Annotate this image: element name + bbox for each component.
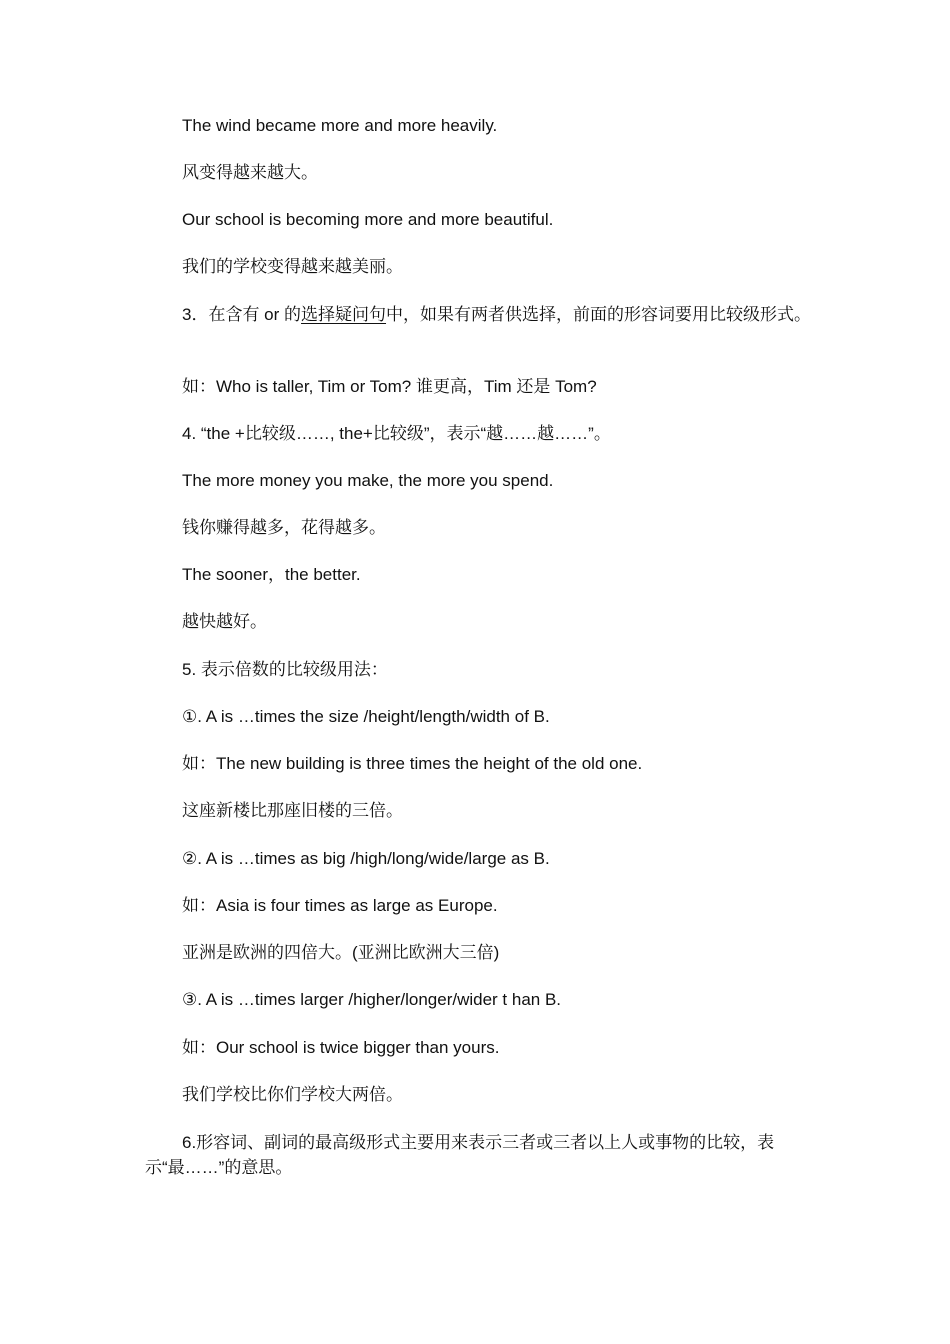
pattern-2: ②. A is …times as big /high/long/wide/large as B. <box>182 849 550 868</box>
pattern-1: ①. A is …times the size /height/length/width of B. <box>182 707 550 726</box>
example-sentence: The wind became more and more heavily. <box>182 116 498 135</box>
translation: 越快越好。 <box>182 612 267 631</box>
example-sentence: 如：Asia is four times as large as Europe. <box>182 896 498 915</box>
rule-heading-5: 5. 表示倍数的比较级用法： <box>182 660 388 679</box>
example-sentence: The sooner，the better. <box>182 565 361 584</box>
rule-heading-4: 4. “the +比较级……, the+比较级”，表示“越……越……”。 <box>182 424 611 443</box>
example-sentence: 如：Our school is twice bigger than yours. <box>182 1038 500 1057</box>
rule-paragraph-6: 6.形容词、副词的最高级形式主要用来表示三者或三者以上人或事物的比较，表示“最……”的意思。 <box>145 1133 775 1177</box>
underlined-term: 选择疑问句 <box>301 305 387 324</box>
translation: 风变得越来越大。 <box>182 163 318 182</box>
translation: 亚洲是欧洲的四倍大。(亚洲比欧洲大三倍) <box>182 943 500 962</box>
example-sentence: The more money you make, the more you spend. <box>182 471 554 490</box>
example-sentence: 如：The new building is three times the height of the old one. <box>182 754 643 773</box>
example-sentence: 如：Who is taller, Tim or Tom? 谁更高，Tim 还是 Tom? <box>182 377 597 396</box>
translation: 钱你赚得越多，花得越多。 <box>182 518 386 537</box>
translation: 这座新楼比那座旧楼的三倍。 <box>182 801 403 820</box>
rule-paragraph-3: 3．在含有 or 的选择疑问句中，如果有两者供选择，前面的形容词要用比较级形式。 <box>182 305 812 324</box>
translation: 我们的学校变得越来越美丽。 <box>182 257 403 276</box>
translation: 我们学校比你们学校大两倍。 <box>182 1085 403 1104</box>
pattern-3: ③. A is …times larger /higher/longer/wider t han B. <box>182 990 562 1009</box>
example-sentence: Our school is becoming more and more beautiful. <box>182 210 554 229</box>
